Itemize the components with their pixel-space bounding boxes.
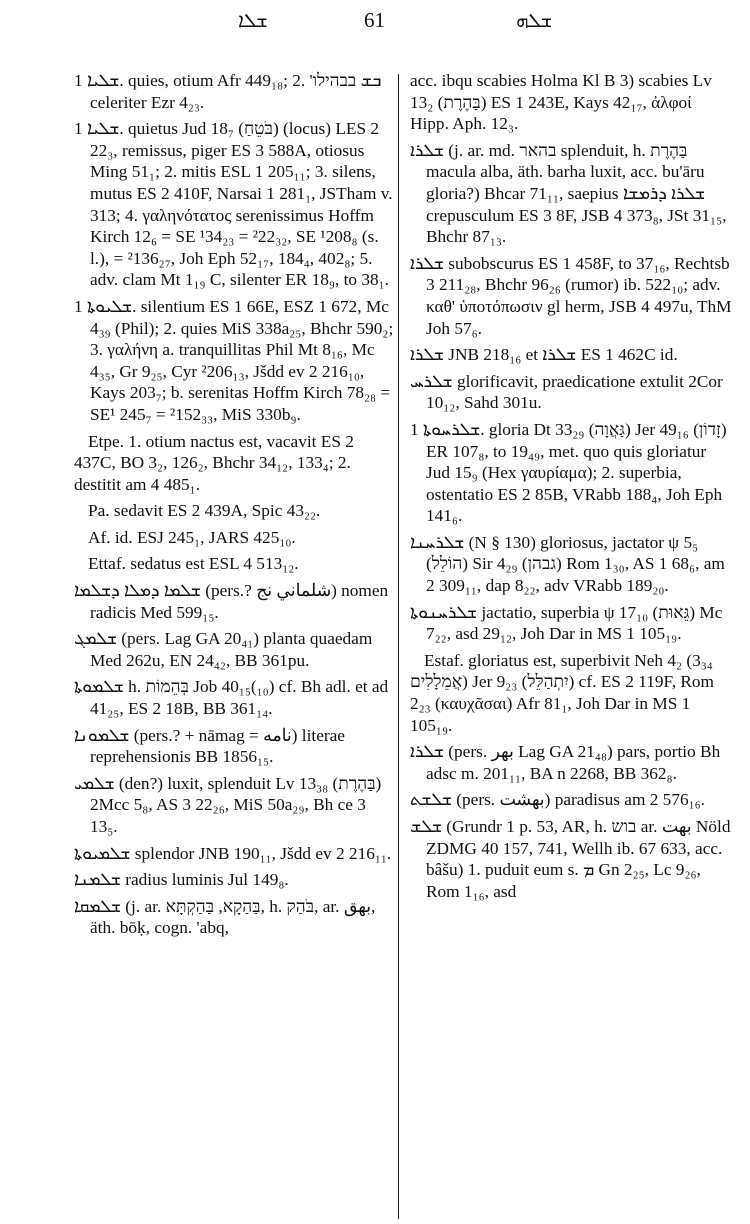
entry-gloriosus: ܫܠܪܚܢܐ (N § 130) gloriosus, jactator ψ 5₅ (הוֹלֵל) Sir 4₂₉ (גבהן) Rom 1₃₀, AS 1 68₆, am 2 309₁₁, dap 8₂₂, adv VRabb 189₂₀. (410, 532, 725, 596)
entry-shlayuta: ܫܠܝܘܬܐ 1. silentium ES 1 66E, ESZ 1 672, Mc 4₃₉ (Phil); 2. quies MiS 338a₂₅, Bhchr 590₂; 3. γαλήνη a. tranquillitas Phil Mt 8₁₆, Mc 4₃₅, Gr 9₂₅, Cyr ²206₁₃, Jšdd ev 2 216₁₀, Kays 203₇; b. serenitas Hoffm Kirch 78₂₈ = SE¹ 245₇ = ²152₃₃, MiS 330b₉. (74, 296, 394, 424)
entry-af: Af. id. ESJ 245₁, JARS 425₁₀. (88, 527, 296, 547)
entry-bohaq: ܫܠܡܩܐ (j. ar. בַּהַקָא, בַּהַקְתָּא, h. בֹּהַק, ar. بهق, äth. bōḳ, cogn. 'abq, (74, 896, 376, 938)
entry-paradisus: ܫܠܫܬ (pers. بهشت) paradisus am 2 576₁₆. (410, 790, 705, 810)
entry-jnb: ܫܠܪܐ JNB 218₁₆ et ܫܠܪܐ ES 1 462C id. (410, 345, 678, 365)
entry-puduit: ܫܠܫ (Grundr 1 p. 53, AR, h. בוש ar. بهت Nöld ZDMG 40 157, 741, Wellh ib. 67 633, acc. bâšu) 1. puduit eum s. ܡ Gn 2₂₅, Lc 9₂₆, Rom 1₁₆, asd (410, 817, 731, 901)
entry-literae: ܫܠܡܘܢܐ (pers.? + nāmag = نامه) literae reprehensionis BB 1856₁₅. (74, 725, 345, 767)
entry-shlaya-quies: ܫܠܝܐ 1. quies, otium Afr 449₁₈; 2. 'ܒܫ בבהילו celeriter Ezr 4₂₃. (74, 71, 382, 112)
entry-etpe: Etpe. 1. otium nactus est, vacavit ES 2 437C, BO 3₂, 126₂, Bhchr 34₁₂, 133₄; 2. destitit am 4 485₁. (74, 431, 354, 494)
page-number: 61 (364, 8, 385, 32)
entry-scabies-continued: acc. ibqu scabies Holma Kl B 3) scabies Lv 13₂ (בַּהֶרֶת) ES 1 243E, Kays 42₁₇, ἀλφοί Hipp. Aph. 12₃. (410, 71, 712, 134)
right-column (410, 70, 733, 907)
entry-pa: Pa. sedavit ES 2 439A, Spic 43₂₂. (88, 501, 321, 521)
entry-behemoth: ܫܠܡܘܬܐ h. בְּהֵמוֹת Job 40₁₅(₁₀) cf. Bh adl. et ad 41₂₅, ES 2 18B, BB 361₁₄. (74, 677, 389, 719)
running-head-left: ܫܠܐ (238, 8, 268, 32)
left-column (74, 70, 396, 944)
entry-ettaf: Ettaf. sedatus est ESL 4 513₁₂. (88, 554, 299, 574)
column-divider (398, 74, 399, 1219)
running-head-right: ܫܠܗ (516, 8, 553, 32)
entry-planta: ܫܠܡܓ (pers. Lag GA 20₄₁) planta quaedam Med 262u, EN 24₄₂, BB 361pu. (74, 629, 373, 670)
entry-estaf: Estaf. gloriatus est, superbivit Neh 4₂ (3₃₄ אֲמֵלָלִים) Jer 9₂₃ (יִתְהַלֵּל) cf. ES 2 119F, Rom 2₂₃ (καυχᾶσαι) Afr 81₁, Joh Dar in MS 1 105₁₉. (410, 650, 714, 735)
entry-gloria: ܫܠܪܚܘܬܐ 1. gloria Dt 33₂₉ (גַּאֲוָה) Jer 49₁₆ (זָדוֹן) ER 107₈, to 19₄₉, met. quo quis gloriatur Jud 15₉ (Hex γαυρίαμα); 2. superbia, ostentatio ES 2 85B, VRabb 188₄, Joh Eph 141₆. (410, 419, 727, 526)
entry-jactatio: ܫܠܪܚܢܘܬܐ jactatio, superbia ψ 17₁₀ (גֵּאוּת) Mc 7₂₂, asd 29₁₂, Joh Dar in MS 1 105₁₉. (410, 602, 723, 644)
entry-glorificavit: ܫܠܪܚ glorificavit, praedicatione extulit 2Cor 10₁₂, Sahd 301u. (410, 371, 723, 413)
entry-luxit: ܫܠܡܝ (den?) luxit, splenduit Lv 13₃₈ (בַּהֶרֶת) 2Mcc 5₈, AS 3 22₂₆, MiS 50a₂₉, Bh ce 3 13₅. (74, 773, 382, 836)
entry-pars: ܫܠܪܐ (pers. بهر Lag GA 21₄₈) pars, portio Bh adsc m. 201₁₁, BA n 2268, BB 362₈. (410, 742, 721, 783)
entry-shlaya-quietus: ܫܠܝܐ 1. quietus Jud 18₇ (בֹּטֵחַ) (locus) LES 2 22₃, remissus, piger ES 3 588A, otiosus Ming 51₁; 2. mitis ESL 1 205₁₁; 3. silens, mutus ES 2 410F, Narsai 1 281₁, JSTham v. 313; 4. γαληνότατος serenissimus Hoffm Kirch 12₆ = SE ¹34₂₃ = ²22₃₂, SE ¹208₈ (s. l.), = ²136₂₇, Joh Eph 52₁₇, 184₄, 402₈; 5. adv. clam Mt 1₁₉ C, silenter ER 18₉, to 38₁. (74, 119, 393, 290)
entry-subobscurus: ܫܠܪܐ subobscurus ES 1 458F, to 37₁₆, Rechtsb 3 211₂₈, Bhchr 96₂₆ (rumor) ib. 522₁₀; adv. καθ' ὑποτόπωσιν gl herm, JSB 4 497u, ThM Joh 57₆. (410, 253, 732, 338)
entry-splendor: ܫܠܡܝܘܬܐ splendor JNB 190₁₁, Jšdd ev 2 216₁₁. (74, 843, 392, 863)
entry-radius-luminis: ܫܠܡܢܐ radius luminis Jul 149₈. (74, 870, 289, 890)
entry-nomen-radicis: ܫܠܡܐ ܕܡܠܐ ܕܫܠܡܐ (pers.? شلماني نج) nomen radicis Med 599₁₅. (74, 581, 389, 622)
entry-bhr: ܫܠܪܐ (j. ar. md. בהאר splenduit, h. בַּהֶרֶת macula alba, äth. barha luxit, acc. bu'āru gloria?) Bhcar 71₁₁, saepius ܫܠܪܐ ܕܪܡܫܐ crepusculum ES 3 8F, JSB 4 373₈, JSt 31₁₅, Bhchr 87₁₃. (410, 140, 727, 247)
